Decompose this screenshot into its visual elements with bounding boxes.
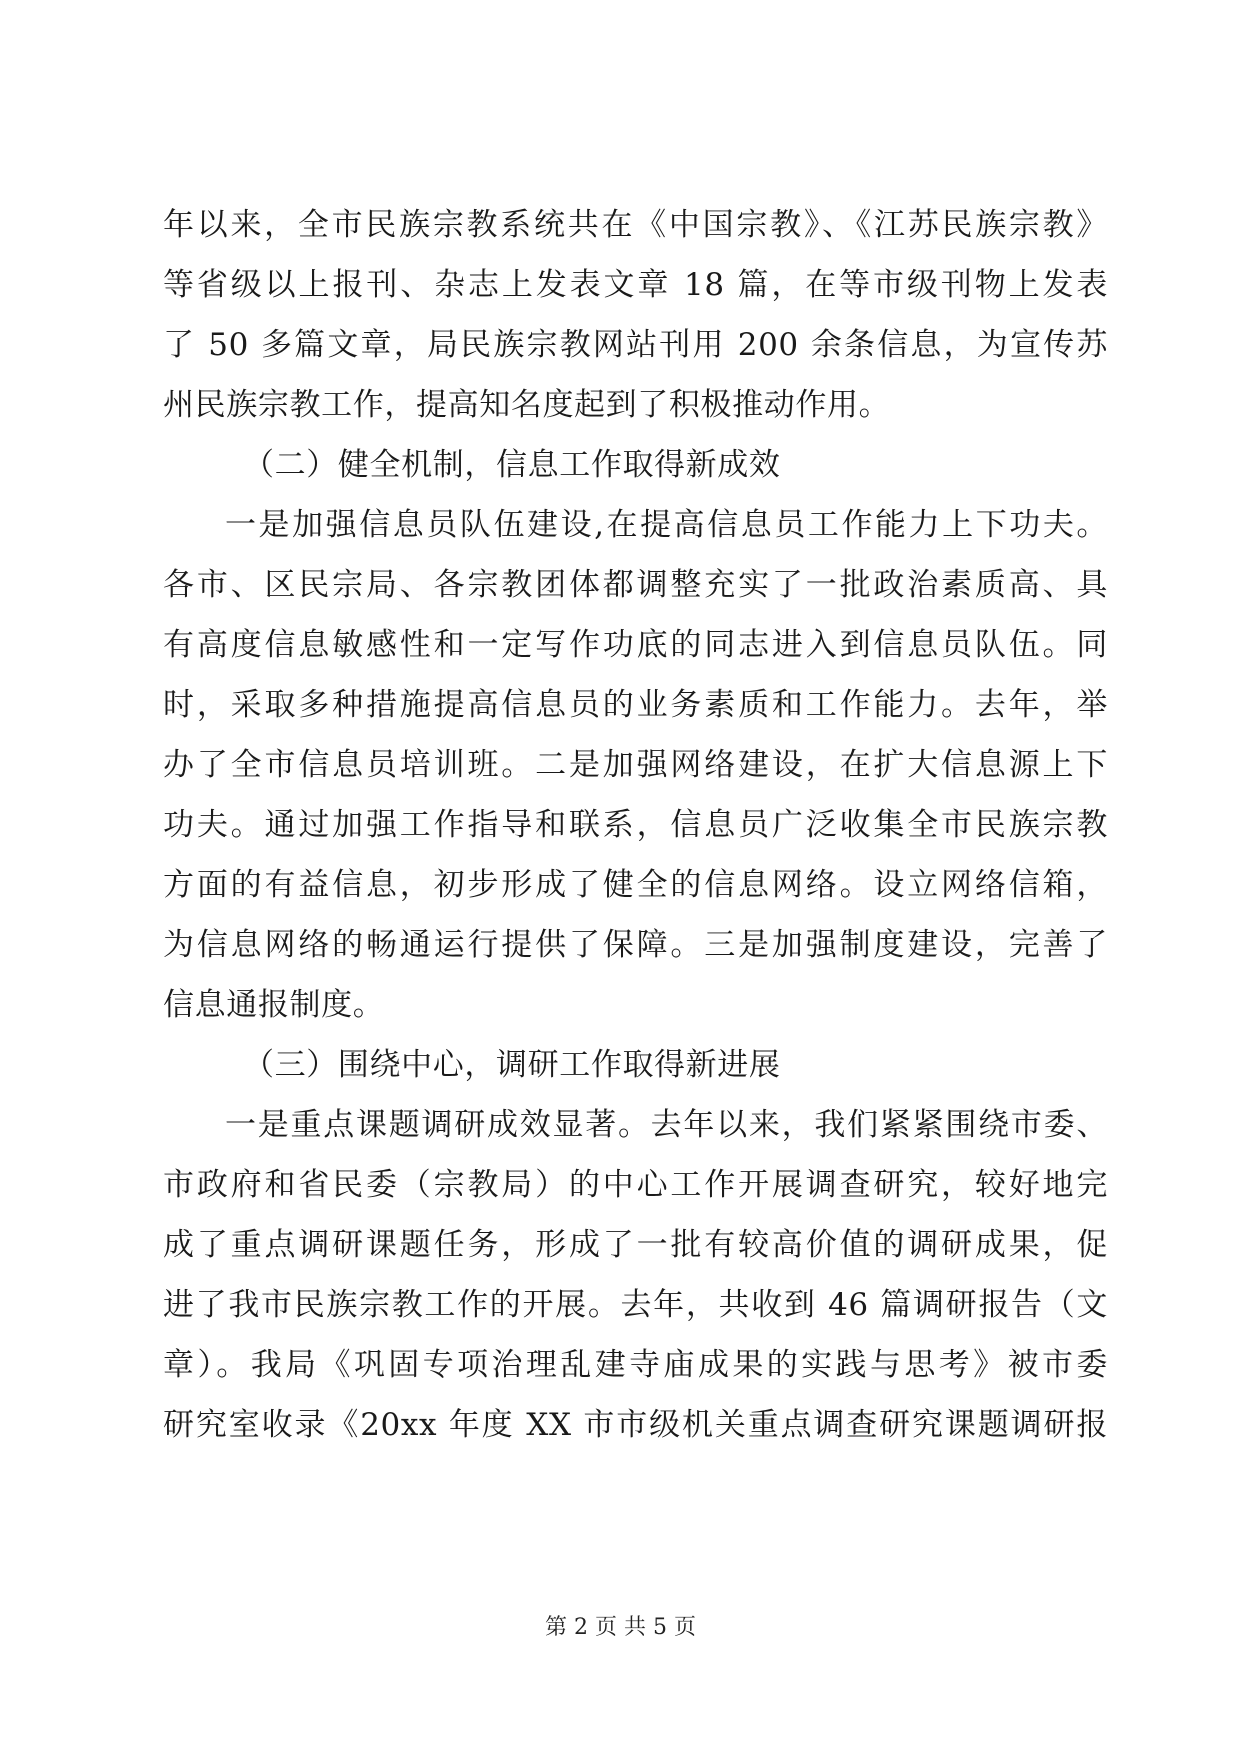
text-line: 方面的有益信息，初步形成了健全的信息网络。设立网络信箱， bbox=[163, 867, 1108, 903]
text-line: 办了全市信息员培训班。二是加强网络建设，在扩大信息源上下 bbox=[163, 747, 1108, 783]
paragraph bbox=[163, 195, 1108, 435]
text-line: 一是加强信息员队伍建设,在提高信息员工作能力上下功夫。 bbox=[225, 507, 1108, 543]
text-line: 州民族宗教工作，提高知名度起到了积极推动作用。 bbox=[163, 387, 891, 423]
text-line: 进了我市民族宗教工作的开展。去年，共收到 46 篇调研报告（文 bbox=[163, 1287, 1108, 1323]
paragraph bbox=[163, 495, 1108, 1035]
text-line: 为信息网络的畅通运行提供了保障。三是加强制度建设，完善了 bbox=[163, 927, 1108, 963]
text-line: （三）围绕中心，调研工作取得新进展 bbox=[243, 1047, 781, 1083]
text-line: 有高度信息敏感性和一定写作功底的同志进入到信息员队伍。同 bbox=[163, 627, 1108, 663]
section-heading bbox=[163, 435, 1108, 495]
text-line: 等省级以上报刊、杂志上发表文章 18 篇，在等市级刊物上发表 bbox=[163, 267, 1108, 303]
document-body bbox=[163, 195, 1108, 1455]
text-line: 市政府和省民委（宗教局）的中心工作开展调查研究，较好地完 bbox=[163, 1167, 1108, 1203]
section-heading bbox=[163, 1035, 1108, 1095]
text-line: 了 50 多篇文章，局民族宗教网站刊用 200 余条信息，为宣传苏 bbox=[163, 327, 1108, 363]
text-line: （二）健全机制，信息工作取得新成效 bbox=[243, 447, 781, 483]
text-line: 功夫。通过加强工作指导和联系，信息员广泛收集全市民族宗教 bbox=[163, 807, 1108, 843]
text-line: 研究室收录《20xx 年度 XX 市市级机关重点调查研究课题调研报 bbox=[163, 1407, 1108, 1443]
text-line: 章）。我局《巩固专项治理乱建寺庙成果的实践与思考》被市委 bbox=[163, 1347, 1108, 1383]
text-line: 各市、区民宗局、各宗教团体都调整充实了一批政治素质高、具 bbox=[163, 567, 1108, 603]
text-line: 时，采取多种措施提高信息员的业务素质和工作能力。去年，举 bbox=[163, 687, 1108, 723]
text-line: 成了重点调研课题任务，形成了一批有较高价值的调研成果，促 bbox=[163, 1227, 1108, 1263]
page-footer: 第 2 页 共 5 页 bbox=[545, 1615, 696, 1640]
text-line: 一是重点课题调研成效显著。去年以来，我们紧紧围绕市委、 bbox=[225, 1107, 1108, 1143]
text-line: 年以来，全市民族宗教系统共在《中国宗教》、《江苏民族宗教》 bbox=[163, 207, 1108, 243]
text-line: 信息通报制度。 bbox=[163, 987, 385, 1023]
paragraph bbox=[163, 1095, 1108, 1455]
